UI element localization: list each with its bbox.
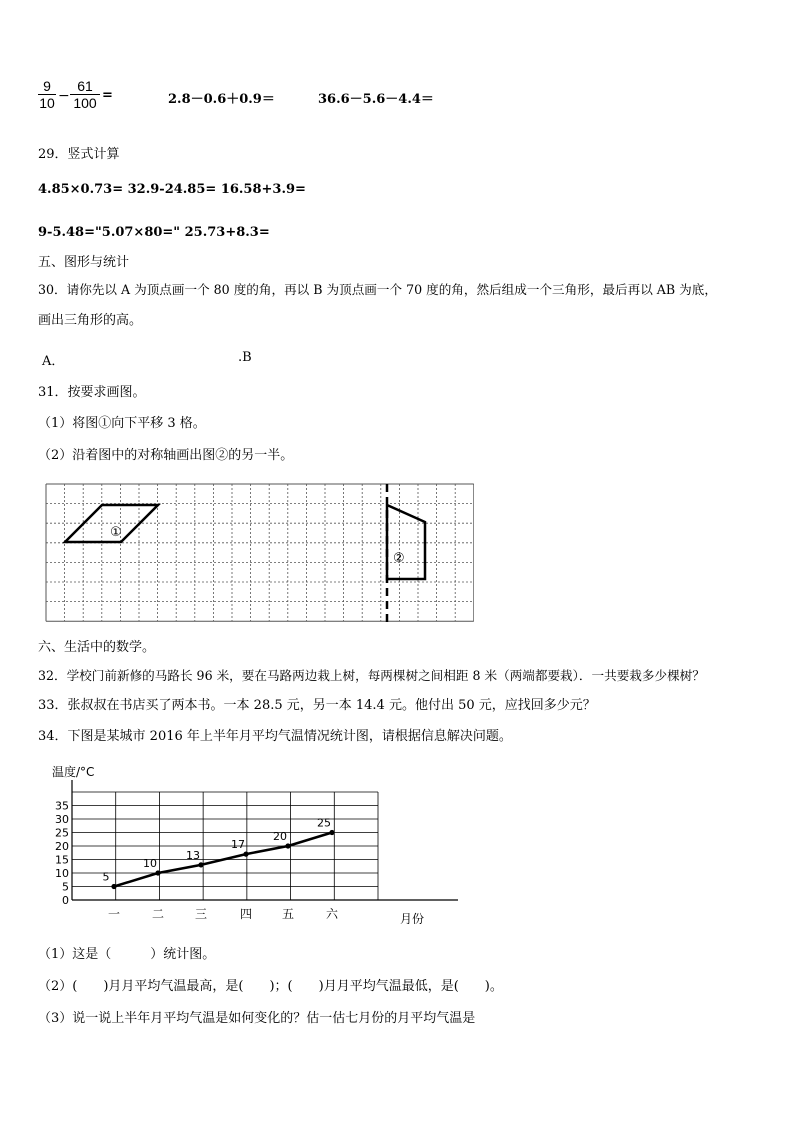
y-tick-label: 30 [55,813,69,826]
quadrilateral-shape-2 [387,505,425,579]
temperature-line-chart [40,758,470,934]
fraction-numerator: 9 [43,78,51,94]
equals-sign: = [102,88,113,103]
q30-line1: 30．请你先以 A 为顶点画一个 80 度的角，再以 B 为顶点画一个 70 度的角，然后组成一个三角形，最后再以 AB 为底， [38,282,717,297]
y-tick-label: 35 [55,799,69,813]
x-tick-label: 三 [194,907,208,921]
drawing-grid [44,482,474,626]
data-point [243,852,248,857]
data-point [155,870,160,875]
data-labels [103,817,332,884]
x-tick-label: 五 [281,907,295,921]
data-label: 20 [273,830,287,843]
data-label: 13 [186,848,200,862]
q31-sub1: （1）将图①向下平移 3 格。 [38,416,206,431]
data-point [285,843,290,848]
x-tick-label: 二 [151,907,165,921]
x-tick-labels [108,907,339,921]
q33-text: 33．张叔叔在书店买了两本书。一本 28.5 元，另一本 14.4 元。他付出 50 元，应找回多少元？ [38,698,596,713]
x-tick-label: 六 [325,907,339,921]
data-point [329,830,334,835]
q34-sub3: （3）说一说上半年月平均气温是如何变化的？估一估七月份的月平均气温是 [38,1011,476,1026]
y-tick-label: 20 [55,840,69,853]
data-label: 5 [102,870,110,884]
data-label: 17 [231,838,245,852]
minus-sign: − [58,88,70,104]
data-label: 10 [143,857,157,870]
data-label: 25 [317,816,331,830]
fraction-9-10 [38,78,56,111]
q30-line2: 画出三角形的高。 [38,313,143,328]
section-5-heading: 五、图形与统计 [38,255,130,270]
data-point [111,884,116,889]
y-tick-label: 0 [62,894,69,907]
section-6-heading: 六、生活中的数学。 [38,640,156,655]
shape-1-label: ① [110,525,122,540]
q31-title: 31．按要求画图。 [38,385,146,400]
y-tick-label: 10 [55,867,69,880]
data-point [198,862,203,867]
q34-sub2: （2）( )月月平均气温最高，是( )；( )月月平均气温最低，是( )。 [38,979,503,994]
fraction-denominator: 10 [39,95,55,111]
q34-title: 34．下图是某城市 2016 年上半年月平均气温情况统计图，请根据信息解决问题。 [38,729,512,744]
expression-3: 36.6－5.6－4.4＝ [318,92,434,107]
x-axis-label: 月份 [400,912,425,926]
expression-2: 2.8－0.6＋0.9＝ [168,92,275,107]
y-tick-labels [55,800,69,908]
point-b-label: .B [238,350,252,365]
q32-text: 32．学校门前新修的马路长 96 米，要在马路两边栽上树，每两棵树之间相距 8 米（两端都要栽）．一共要栽多少棵树？ [38,668,705,683]
x-tick-label: 一 [107,907,121,921]
x-tick-label: 四 [239,907,253,921]
fraction-numerator: 61 [77,78,93,94]
shape-2-label: ② [393,551,405,566]
y-axis-label: 温度/°C [52,765,95,779]
point-a-label: A． [42,354,65,369]
y-tick-label: 5 [62,880,69,894]
y-tick-label: 25 [55,826,69,840]
q31-sub2: （2）沿着图中的对称轴画出图②的另一半。 [38,448,294,463]
q29-title: 29．竖式计算 [38,147,120,162]
q29-row2: 9-5.48="5.07×80=" 25.73+8.3= [38,225,270,240]
fraction-61-100 [70,78,100,111]
y-tick-label: 15 [55,853,69,867]
q34-sub1: （1）这是（ ）统计图。 [38,947,216,962]
q29-row1: 4.85×0.73= 32.9-24.85= 16.58+3.9= [38,182,306,197]
fraction-denominator: 100 [70,94,100,111]
